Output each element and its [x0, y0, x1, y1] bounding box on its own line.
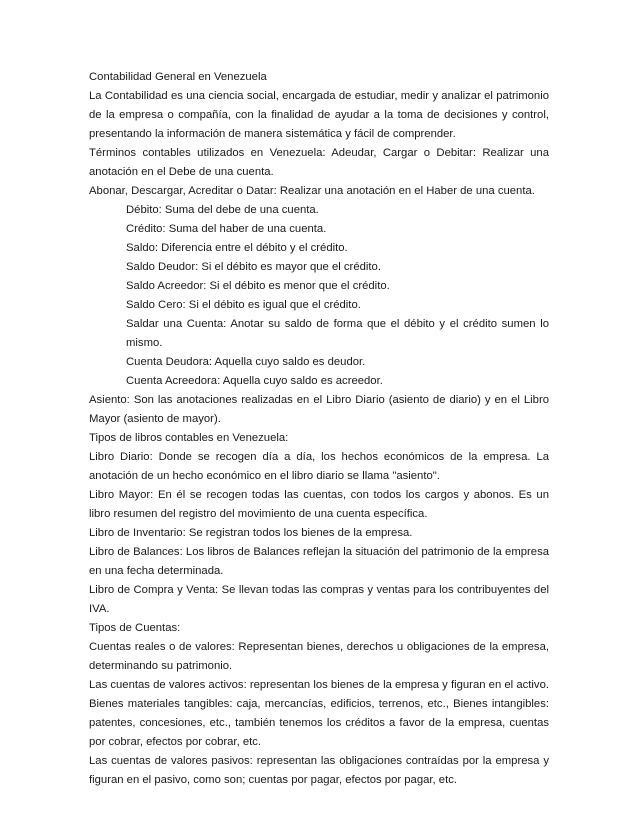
document-page: [89, 68, 549, 790]
definition-saldo: Saldo: Diferencia entre el débito y el crédito.: [126, 242, 348, 254]
paragraph-intro: La Contabilidad es una ciencia social, encargada de estudiar, medir y analizar el patrimonio de la empresa o compañía, con la finalidad de ayudar a la toma de decisiones y control, presentando la información de manera sistemática y fácil de comprender.: [89, 90, 549, 140]
document-title: Contabilidad General en Venezuela: [89, 71, 267, 83]
paragraph-libro-inventario: Libro de Inventario: Se registran todos los bienes de la empresa.: [89, 527, 413, 539]
definition-cuenta-deudora: Cuenta Deudora: Aquella cuyo saldo es deudor.: [126, 356, 366, 368]
paragraph-libro-mayor: Libro Mayor: En él se recogen todas las cuentas, con todos los cargos y abonos. Es un libro resumen del registro del movimiento de una cuenta específica.: [89, 489, 549, 520]
definition-cuenta-acreedora: Cuenta Acreedora: Aquella cuyo saldo es acreedor.: [126, 375, 383, 387]
paragraph-asiento: Asiento: Son las anotaciones realizadas en el Libro Diario (asiento de diario) y en el Libro Mayor (asiento de mayor).: [89, 394, 549, 425]
paragraph-abonar: Abonar, Descargar, Acreditar o Datar: Realizar una anotación en el Haber de una cuenta.: [89, 185, 535, 197]
paragraph-cuentas-reales: Cuentas reales o de valores: Representan bienes, derechos u obligaciones de la empresa, determinando su patrimonio.: [89, 641, 549, 672]
definition-saldo-cero: Saldo Cero: Si el débito es igual que el crédito.: [126, 299, 361, 311]
paragraph-libro-balances: Libro de Balances: Los libros de Balances reflejan la situación del patrimonio de la empresa en una fecha determinada.: [89, 546, 549, 577]
definition-saldo-deudor: Saldo Deudor: Si el débito es mayor que el crédito.: [126, 261, 381, 273]
definition-credito: Crédito: Suma del haber de una cuenta.: [126, 223, 327, 235]
definition-debito: Débito: Suma del debe de una cuenta.: [126, 204, 319, 216]
heading-tipos-cuentas: Tipos de Cuentas:: [89, 622, 181, 634]
heading-tipos-libros: Tipos de libros contables en Venezuela:: [89, 432, 289, 444]
paragraph-cuentas-pasivos: Las cuentas de valores pasivos: representan las obligaciones contraídas por la empresa y figuran en el pasivo, como son; cuentas por pagar, efectos por pagar, etc.: [89, 755, 549, 786]
paragraph-libro-diario: Libro Diario: Donde se recogen día a día, los hechos económicos de la empresa. La anotación de un hecho económico en el libro diario se llama "asiento".: [89, 451, 549, 482]
paragraph-cuentas-activos: Las cuentas de valores activos: representan los bienes de la empresa y figuran en el activo. Bienes materiales tangibles: caja, mercancías, edificios, terrenos, etc., Bienes intangibles: patentes, concesiones, etc., también tenemos los créditos a favor de la empresa, cuentas por cobrar, efectos por cobrar, etc.: [89, 679, 549, 748]
paragraph-terms: Términos contables utilizados en Venezuela: Adeudar, Cargar o Debitar: Realizar una anotación en el Debe de una cuenta.: [89, 147, 549, 178]
definition-saldo-acreedor: Saldo Acreedor: Si el débito es menor que el crédito.: [126, 280, 390, 292]
definition-saldar-cuenta: Saldar una Cuenta: Anotar su saldo de forma que el débito y el crédito sumen lo mismo.: [126, 318, 549, 349]
paragraph-libro-compra-venta: Libro de Compra y Venta: Se llevan todas las compras y ventas para los contribuyentes del IVA.: [89, 584, 549, 615]
